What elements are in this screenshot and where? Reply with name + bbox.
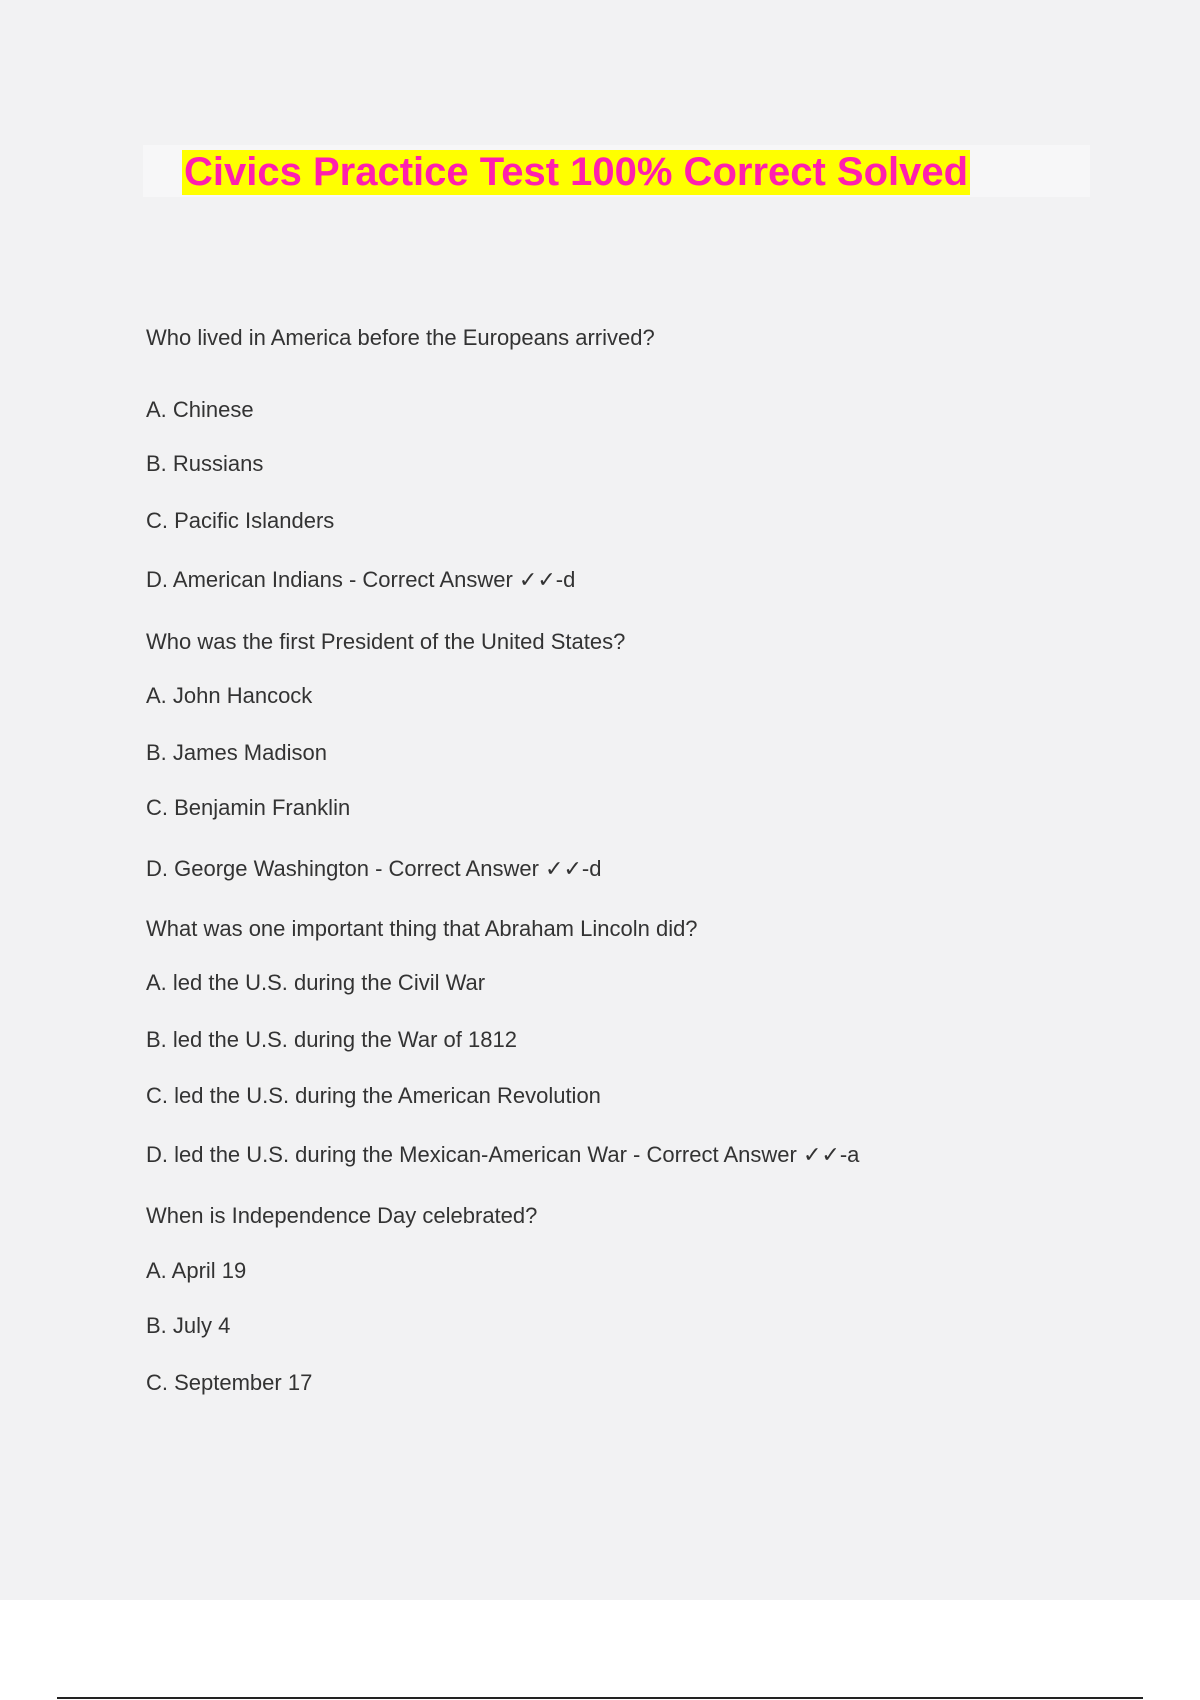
question-4-option-a: A. April 19: [146, 1258, 247, 1283]
question-1-option-b: B. Russians: [146, 451, 264, 476]
question-1-option-d: D. American Indians - Correct Answer ✓✓-d: [146, 567, 576, 592]
question-2-option-b: B. James Madison: [146, 740, 327, 765]
question-3-option-d: D. led the U.S. during the Mexican-American War - Correct Answer ✓✓-a: [146, 1142, 860, 1167]
question-4-option-b: B. July 4: [146, 1313, 231, 1338]
question-2-option-d: D. George Washington - Correct Answer ✓✓-d: [146, 856, 602, 881]
footer-rule: [57, 1697, 1143, 1699]
question-2-option-c: C. Benjamin Franklin: [146, 795, 351, 820]
question-4-option-c: C. September 17: [146, 1370, 313, 1395]
question-3: What was one important thing that Abraham Lincoln did?: [146, 916, 698, 941]
question-3-option-c: C. led the U.S. during the American Revolution: [146, 1083, 601, 1108]
question-3-option-b: B. led the U.S. during the War of 1812: [146, 1027, 517, 1052]
question-4: When is Independence Day celebrated?: [146, 1203, 538, 1228]
question-2: Who was the first President of the United States?: [146, 629, 626, 654]
question-3-option-a: A. led the U.S. during the Civil War: [146, 970, 486, 995]
question-1: Who lived in America before the Europeans arrived?: [146, 325, 655, 350]
question-2-option-a: A. John Hancock: [146, 683, 313, 708]
question-1-option-c: C. Pacific Islanders: [146, 508, 335, 533]
document-title: Civics Practice Test 100% Correct Solved: [184, 150, 969, 194]
question-1-option-a: A. Chinese: [146, 397, 254, 422]
